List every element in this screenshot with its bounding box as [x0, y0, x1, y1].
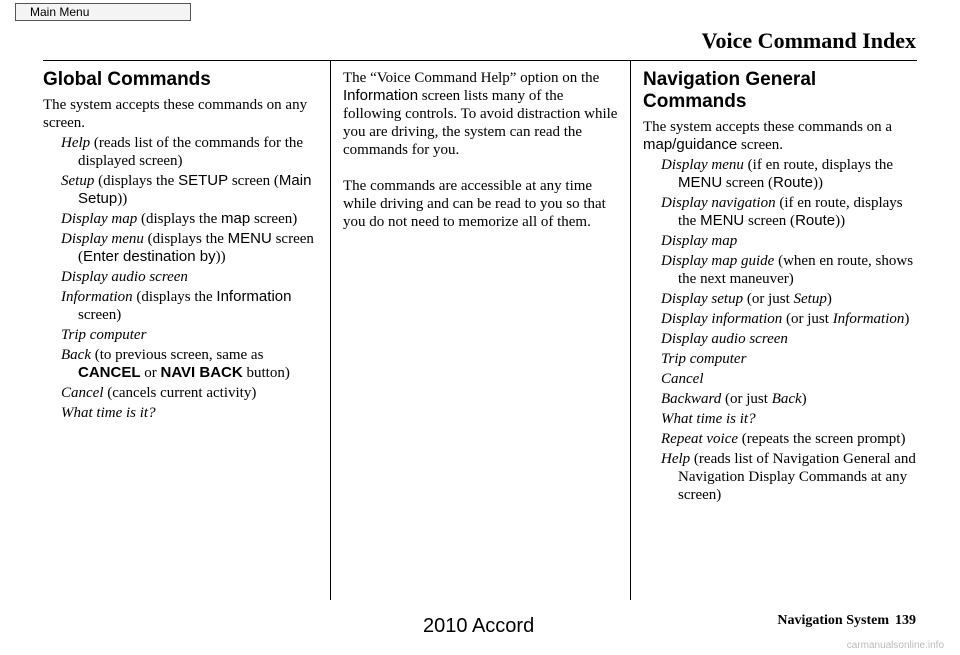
cmd-cancel: Cancel (cancels current activity)	[61, 385, 257, 401]
model-watermark: 2010 Accord	[423, 615, 535, 637]
cmd-what-time: What time is it?	[61, 405, 156, 421]
global-commands-heading: Global Commands	[43, 69, 211, 90]
title-divider	[43, 60, 917, 61]
navigation-commands-column	[643, 69, 923, 504]
accessible-paragraph: The commands are accessible at any time while driving and can be read to you so that you do not need to memorize all of them.	[343, 178, 606, 230]
column-divider-left	[330, 60, 331, 600]
global-command-list	[43, 134, 323, 422]
cmd-what-time: What time is it?	[661, 411, 756, 427]
footer-section-name: Navigation System	[777, 613, 889, 628]
cmd-back: Back (to previous screen, same as CANCEL or NAVI BACK button)	[61, 347, 290, 381]
footer-section	[777, 613, 916, 629]
cmd-trip-computer: Trip computer	[61, 327, 147, 343]
cmd-display-audio: Display audio screen	[61, 269, 188, 285]
cmd-display-map-guide: Display map guide (when en route, shows the next maneuver)	[661, 253, 914, 287]
site-watermark: carmanualsonline.info	[846, 640, 944, 651]
cmd-display-navigation: Display navigation (if en route, displays the MENU screen (Route))	[661, 195, 903, 229]
cmd-display-setup: Display setup (or just Setup)	[661, 291, 832, 307]
main-menu-button[interactable]: Main Menu	[15, 3, 191, 21]
global-intro: The system accepts these commands on any screen.	[43, 97, 308, 131]
global-commands-column	[43, 69, 323, 422]
navigation-command-list	[643, 156, 923, 504]
cmd-cancel: Cancel	[661, 371, 704, 387]
cmd-repeat-voice: Repeat voice (repeats the screen prompt)	[661, 431, 906, 447]
cmd-display-menu: Display menu (displays the MENU screen (Enter destination by))	[61, 230, 314, 265]
cmd-help: Help (reads list of the commands for the displayed screen)	[61, 135, 304, 169]
cmd-trip-computer: Trip computer	[661, 351, 747, 367]
column-divider-right	[630, 60, 631, 600]
navigation-commands-heading: Navigation General Commands	[643, 69, 817, 112]
cmd-display-map: Display map (displays the map screen)	[61, 210, 298, 227]
cmd-help: Help (reads list of Navigation General and Navigation Display Commands at any screen)	[661, 451, 916, 503]
navigation-intro: The system accepts these commands on a map/guidance screen.	[643, 119, 893, 153]
cmd-display-map: Display map	[661, 233, 738, 249]
cmd-display-audio: Display audio screen	[661, 331, 788, 347]
voice-help-column	[343, 69, 618, 231]
cmd-display-information: Display information (or just Information)	[661, 311, 910, 327]
page-number: 139	[895, 613, 916, 628]
page-title: Voice Command Index	[701, 28, 916, 53]
voice-help-paragraph: The “Voice Command Help” option on the Information screen lists many of the following controls. To avoid distraction while you are driving, the system can read the commands for you.	[343, 70, 618, 158]
cmd-backward: Backward (or just Back)	[661, 391, 807, 407]
cmd-setup: Setup (displays the SETUP screen (Main Setup))	[61, 172, 312, 207]
cmd-information: Information (displays the Information screen)	[61, 288, 292, 323]
cmd-display-menu: Display menu (if en route, displays the MENU screen (Route))	[661, 157, 894, 191]
